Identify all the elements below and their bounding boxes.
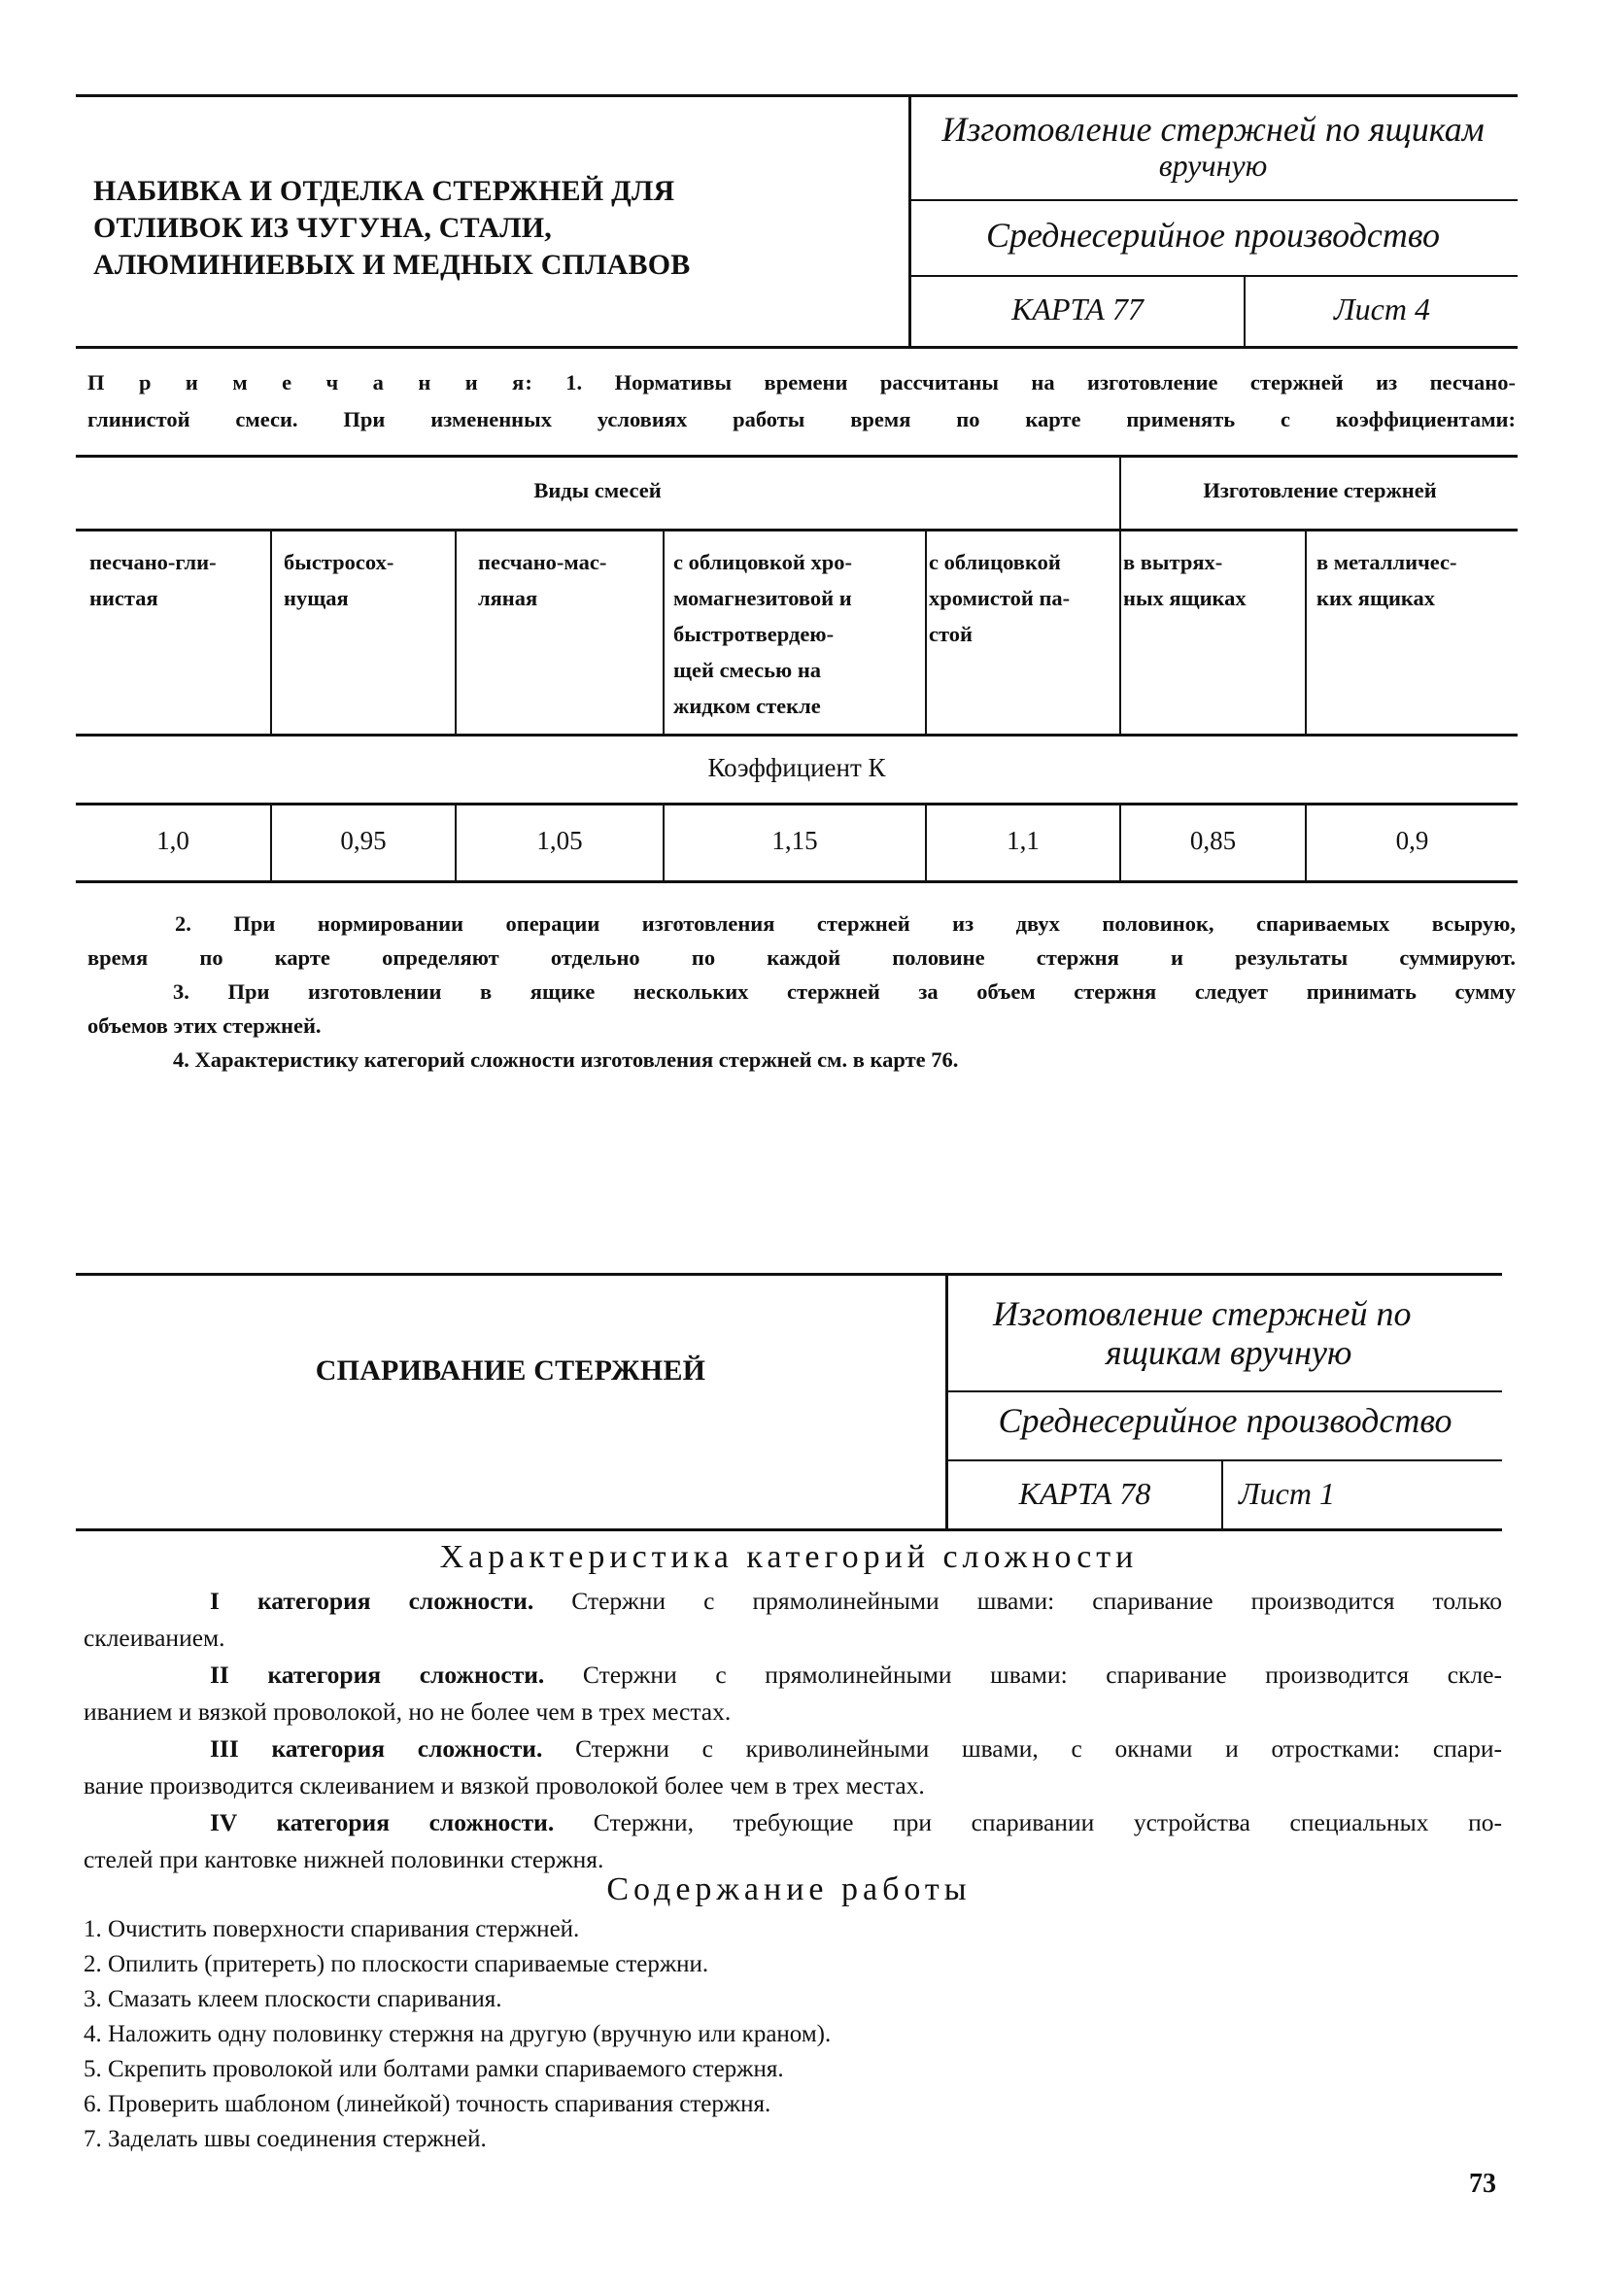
category-1-line1: I категория сложности. Стержни с прямолинейными швами: спаривание производится только (210, 1587, 1502, 1615)
coef-value: 0,9 (1395, 826, 1429, 855)
header-rule-2 (908, 275, 1518, 277)
work-item: 4. Наложить одну половинку стержня на другую (вручную или краном). (84, 2021, 832, 2047)
col-divider (455, 529, 457, 734)
card78-rule-2 (945, 1459, 1502, 1461)
work-item: 3. Смазать клеем плоскости спаривания. (84, 1986, 502, 2012)
header-bottom-rule (76, 346, 1518, 349)
card78-card-sheet-divider (1221, 1459, 1223, 1528)
card77-production: Среднесерийное производство (985, 216, 1441, 255)
category-2-line2: иванием и вязкой проволокой, но не более чем в трех местах. (84, 1697, 732, 1726)
card-sheet-divider (1244, 275, 1246, 346)
card78-rule-1 (945, 1390, 1502, 1392)
coef-value: 1,05 (536, 826, 583, 855)
col-divider (1305, 529, 1307, 734)
col-header-chromium-paste: с облицовкой хромистой па- стой (929, 550, 1071, 646)
title-line: АЛЮМИНИЕВЫХ И МЕДНЫХ СПЛАВОВ (93, 249, 691, 281)
work-heading: Содержание работы (606, 1871, 972, 1907)
col-header-metal-boxes: в металличес- ких ящиках (1316, 550, 1457, 610)
work-item: 2. Опилить (притереть) по плоскости спариваемые стержни. (84, 1951, 709, 1977)
card78-card-number: КАРТА 78 (1018, 1476, 1151, 1511)
category-4-line2: стелей при кантовке нижней половинки стержня. (84, 1845, 604, 1873)
category-2-line1: II категория сложности. Стержни с прямолинейными швами: спаривание производится скле- (210, 1661, 1502, 1689)
category-1-line2: склеиванием. (84, 1624, 225, 1652)
card78-sheet: Лист 1 (1239, 1476, 1335, 1511)
note1-line2: глинистой смеси. При измененных условиях работы время по карте применять с коэффициентами: (87, 407, 1516, 431)
work-item: 7. Заделать швы соединения стержней. (84, 2126, 487, 2152)
note4: 4. Характеристику категорий сложности изготовления стержней см. в карте 76. (173, 1047, 959, 1072)
card78-method: Изготовление стержней по ящикам вручную (993, 1294, 1412, 1372)
work-item: 1. Очистить поверхности спаривания стержней. (84, 1916, 580, 1942)
note3-line1: 3. При изготовлении в ящике нескольких стержней за объем стержня следует принимать сумму (173, 979, 1516, 1004)
card78-title: СПАРИВАНИЕ СТЕРЖНЕЙ (315, 1354, 706, 1387)
card78-top-rule (76, 1273, 1502, 1276)
col-header-sand-oil: песчано-мас- ляная (478, 550, 607, 610)
card77-title (93, 173, 890, 284)
table-top-rule (76, 455, 1518, 458)
note1-line1: П р и м е ч а н и я: 1. Нормативы времени рассчитаны на изготовление стержней из песчано- (87, 370, 1517, 394)
table-bottom-rule (76, 880, 1518, 883)
col-header-wooden-boxes: в вытрях- ных ящиках (1123, 550, 1247, 610)
card78-production: Среднесерийное производство (998, 1401, 1452, 1440)
category-3-line1: III категория сложности. Стержни с криволинейными швами, с окнами и отростками: спари- (210, 1734, 1502, 1763)
group-divider (1119, 455, 1121, 734)
col-divider (663, 529, 665, 734)
card77-method: Изготовление стержней по ящикам вручную (941, 110, 1485, 183)
note2-line1: 2. При нормировании операции изготовления стержней из двух половинок, спариваемых всырую, (175, 911, 1516, 936)
category-3-line2: вание производится склеиванием и вязкой проволокой более чем в трех местах. (84, 1771, 925, 1799)
coef-value: 0,95 (340, 826, 387, 855)
card77-sheet: Лист 4 (1334, 291, 1430, 326)
work-item: 5. Скрепить проволокой или болтами рамки спариваемого стержня. (84, 2056, 784, 2082)
coef-value: 1,15 (771, 826, 818, 855)
note-lead: П р и м е ч а н и я: (87, 370, 533, 394)
note2-line2: время по карте определяют отдельно по каждой половине стержня и результаты суммируют. (87, 945, 1516, 970)
header-top-rule (76, 94, 1518, 97)
table-coef-rule (76, 803, 1518, 805)
work-list (84, 1912, 1502, 2157)
title-line: НАБИВКА И ОТДЕЛКА СТЕРЖНЕЙ ДЛЯ (93, 175, 675, 207)
note3-line2: объемов этих стержней. (87, 1013, 322, 1038)
coef-value: 1,1 (1007, 826, 1040, 855)
col-header-quick-dry: быстросох- нущая (284, 550, 394, 610)
col-divider (925, 529, 927, 734)
coef-label: Коэффициент К (707, 753, 886, 782)
col-header-sand-clay: песчано-гли- нистая (89, 550, 217, 610)
coef-value: 1,0 (156, 826, 189, 855)
group-making-header: Изготовление стержней (1203, 478, 1437, 502)
title-line: ОТЛИВОК ИЗ ЧУГУНА, СТАЛИ, (93, 212, 552, 244)
work-item: 6. Проверить шаблоном (линейкой) точность спаривания стержня. (84, 2091, 771, 2117)
category-4-line1: IV категория сложности. Стержни, требующие при спаривании устройства специальных по- (210, 1808, 1502, 1836)
page-number: 73 (1469, 2169, 1496, 2199)
col-header-chrome-magnesite: с облицовкой хро- момагнезитовой и быстротвердею- щей смесью на жидком стекле (673, 550, 852, 718)
card77-card-number: КАРТА 77 (1011, 291, 1144, 326)
header-rule-1 (908, 199, 1518, 201)
card78-bottom-rule (76, 1528, 1502, 1531)
coef-value: 0,85 (1189, 826, 1237, 855)
group-mixtures-header: Виды смесей (533, 478, 662, 502)
table-columns-bottom-rule (76, 734, 1518, 737)
table-header-rule (76, 529, 1518, 531)
complexity-heading: Характеристика категорий сложности (439, 1539, 1139, 1575)
col-divider (270, 529, 272, 734)
